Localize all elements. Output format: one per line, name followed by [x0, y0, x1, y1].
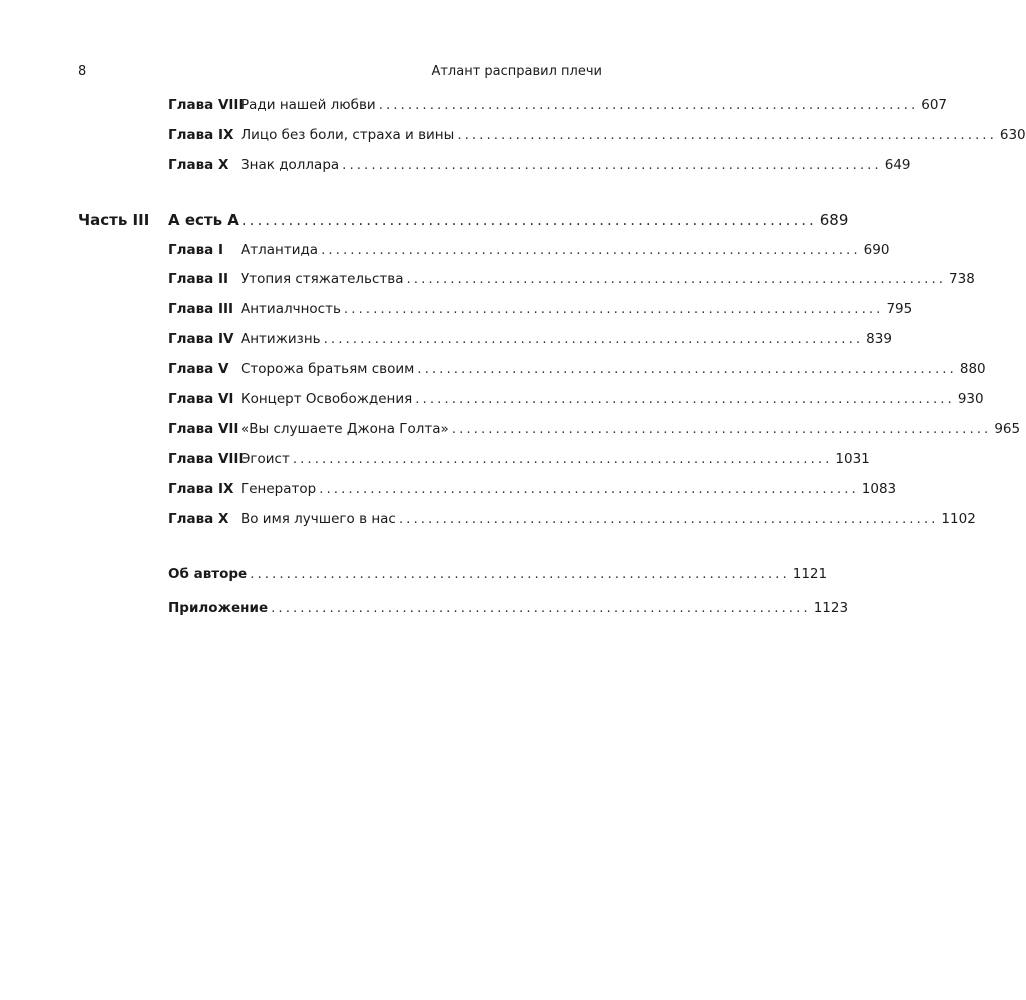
page-ref: 649 — [884, 157, 911, 173]
dot-leader: .......................................................................... — [321, 242, 861, 258]
part-title: А есть А — [168, 211, 239, 229]
chapter-title: Концерт Освобождения — [241, 391, 413, 407]
chapter-title: Атлантида — [241, 242, 319, 258]
toc-entry — [0, 97, 948, 119]
dot-leader: .......................................................................... — [415, 391, 955, 407]
chapter-label: Глава IV — [168, 331, 234, 347]
page-ref: 965 — [994, 421, 1021, 437]
toc-entry — [0, 391, 984, 413]
page-ref: 1031 — [835, 451, 870, 467]
chapter-title: Лицо без боли, страха и вины — [241, 127, 455, 143]
page-number: 8 — [78, 64, 87, 79]
page-ref: 1123 — [813, 600, 849, 616]
chapter-label: Глава IX — [168, 481, 234, 497]
chapter-title: Эгоист — [241, 451, 290, 467]
chapter-label: Глава III — [168, 301, 234, 317]
dot-leader: .......................................................................... — [250, 566, 790, 582]
dot-leader: .......................................................................... — [342, 157, 882, 173]
dot-leader: .......................................................................... — [271, 600, 811, 616]
chapter-label: Глава VII — [168, 421, 239, 437]
toc-entry — [0, 127, 1026, 149]
toc-entry — [0, 361, 986, 383]
toc-entry — [0, 451, 870, 473]
chapter-label: Глава X — [168, 511, 229, 527]
chapter-title: Антиалчность — [241, 301, 341, 317]
chapter-title: Ради нашей любви — [241, 97, 376, 113]
backmatter-title: Об авторе — [168, 566, 248, 582]
dot-leader: .......................................................................... — [343, 301, 884, 317]
dot-leader: .......................................................................... — [417, 361, 957, 377]
chapter-label: Глава IX — [168, 127, 234, 143]
toc-entry — [0, 242, 890, 264]
chapter-title: Сторожа братьям своим — [241, 361, 415, 377]
dot-leader: .......................................................................... — [378, 97, 919, 113]
page-ref: 880 — [959, 361, 986, 377]
toc-entry — [0, 481, 897, 503]
chapter-label: Глава V — [168, 361, 229, 377]
dot-leader: .......................................................................... — [323, 331, 864, 347]
dot-leader: .......................................................................... — [241, 211, 817, 229]
page-ref: 689 — [819, 211, 849, 229]
page-ref: 1102 — [941, 511, 976, 527]
chapter-label: Глава I — [168, 242, 223, 258]
chapter-label: Глава X — [168, 157, 229, 173]
dot-leader: .......................................................................... — [319, 481, 859, 497]
page-ref: 1121 — [792, 566, 828, 582]
chapter-title: Утопия стяжательства — [241, 271, 404, 287]
backmatter-title: Приложение — [168, 600, 269, 616]
toc-entry — [0, 421, 1021, 443]
page-ref: 738 — [949, 271, 975, 287]
toc-entry — [0, 301, 913, 323]
page-ref: 1083 — [861, 481, 897, 497]
toc-entry — [0, 331, 892, 353]
dot-leader: .......................................................................... — [292, 451, 833, 467]
page-ref: 607 — [921, 97, 948, 113]
chapter-title: Антижизнь — [241, 331, 321, 347]
chapter-title: «Вы слушаете Джона Голта» — [241, 421, 449, 437]
page-ref: 795 — [886, 301, 913, 317]
toc-backmatter-entry — [0, 600, 849, 622]
page-ref: 690 — [863, 242, 890, 258]
running-head: Атлант расправил плечи — [431, 64, 602, 79]
toc-backmatter-entry — [0, 566, 828, 588]
dot-leader: .......................................................................... — [406, 271, 947, 287]
chapter-label: Глава VIII — [168, 97, 244, 113]
page-ref: 839 — [866, 331, 892, 347]
chapter-label: Глава VIII — [168, 451, 244, 467]
part-label: Часть III — [78, 211, 150, 229]
chapter-label: Глава II — [168, 271, 228, 287]
dot-leader: .......................................................................... — [398, 511, 939, 527]
page-ref: 630 — [999, 127, 1026, 143]
toc-entry — [0, 157, 911, 179]
dot-leader: .......................................................................... — [451, 421, 992, 437]
dot-leader: .......................................................................... — [457, 127, 997, 143]
chapter-title: Во имя лучшего в нас — [241, 511, 396, 527]
chapter-title: Генератор — [241, 481, 317, 497]
toc-entry — [0, 271, 975, 293]
page-ref: 930 — [957, 391, 984, 407]
chapter-label: Глава VI — [168, 391, 234, 407]
toc-part-entry — [0, 211, 849, 233]
chapter-title: Знак доллара — [241, 157, 340, 173]
toc-entry — [0, 511, 976, 533]
